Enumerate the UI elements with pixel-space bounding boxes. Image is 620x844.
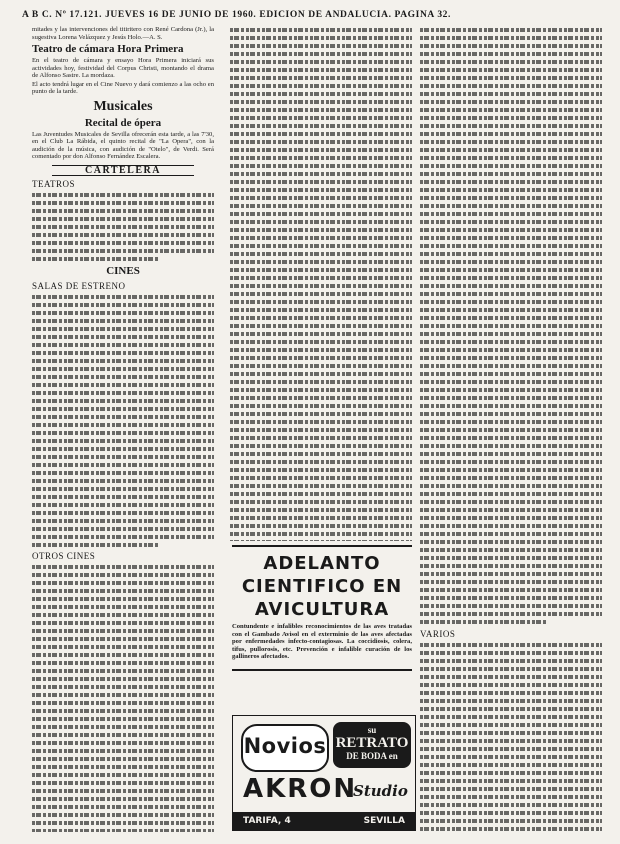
text-line bbox=[230, 474, 412, 482]
text-line bbox=[230, 226, 412, 234]
text-line bbox=[32, 349, 214, 357]
text-line bbox=[420, 554, 602, 562]
text-line bbox=[230, 170, 412, 178]
text-line bbox=[230, 506, 412, 514]
text-line bbox=[230, 98, 412, 106]
text-line bbox=[32, 477, 214, 485]
text-line bbox=[32, 715, 214, 723]
text-line bbox=[32, 627, 214, 635]
text-line bbox=[230, 34, 412, 42]
text-line bbox=[420, 146, 602, 154]
text-line bbox=[420, 274, 602, 282]
text-line bbox=[420, 338, 602, 346]
text-line bbox=[420, 210, 602, 218]
cartelera-heading: CARTELERA bbox=[52, 165, 194, 177]
text-line bbox=[32, 731, 214, 739]
text-line bbox=[420, 817, 602, 825]
text-line bbox=[420, 713, 602, 721]
retrato-badge bbox=[333, 722, 411, 768]
text-line bbox=[230, 178, 412, 186]
address-text: TARIFA, 4 bbox=[243, 816, 291, 826]
text-line bbox=[230, 410, 412, 418]
text-line bbox=[420, 354, 602, 362]
text-line bbox=[230, 354, 412, 362]
text-line bbox=[230, 74, 412, 82]
text-line bbox=[32, 199, 214, 207]
text-line bbox=[230, 386, 412, 394]
text-line bbox=[32, 413, 214, 421]
text-line bbox=[420, 218, 602, 226]
text-line bbox=[32, 619, 214, 627]
text-line bbox=[32, 803, 214, 811]
text-line bbox=[32, 747, 214, 755]
text-line bbox=[32, 207, 214, 215]
text-line bbox=[230, 162, 412, 170]
text-line bbox=[420, 106, 602, 114]
text-line bbox=[32, 445, 214, 453]
text-line bbox=[32, 579, 214, 587]
text-line bbox=[32, 771, 214, 779]
column-left bbox=[32, 26, 214, 832]
retrato-tail-text: DE BODA en bbox=[346, 751, 398, 761]
text-line bbox=[420, 306, 602, 314]
text-line bbox=[420, 90, 602, 98]
text-line bbox=[420, 234, 602, 242]
text-line bbox=[420, 618, 547, 626]
text-line bbox=[32, 723, 214, 731]
text-line bbox=[230, 378, 412, 386]
text-line bbox=[32, 827, 214, 832]
text-line bbox=[420, 282, 602, 290]
text-line bbox=[420, 793, 602, 801]
text-line bbox=[420, 506, 602, 514]
text-line bbox=[230, 482, 412, 490]
text-line bbox=[230, 130, 412, 138]
text-line bbox=[32, 691, 214, 699]
text-line bbox=[420, 641, 602, 649]
text-line bbox=[420, 761, 602, 769]
text-line bbox=[420, 346, 602, 354]
text-line bbox=[32, 333, 214, 341]
text-line bbox=[32, 485, 214, 493]
text-line bbox=[32, 437, 214, 445]
text-line bbox=[32, 469, 214, 477]
text-line bbox=[420, 769, 602, 777]
text-line bbox=[32, 317, 214, 325]
text-line bbox=[230, 346, 412, 354]
text-line bbox=[32, 819, 214, 827]
text-line bbox=[420, 410, 602, 418]
text-line bbox=[32, 587, 214, 595]
text-line bbox=[230, 146, 412, 154]
text-line bbox=[32, 651, 214, 659]
text-line bbox=[32, 635, 214, 643]
text-line bbox=[32, 533, 214, 541]
text-line bbox=[32, 611, 214, 619]
text-line bbox=[32, 795, 214, 803]
text-line bbox=[230, 490, 412, 498]
text-line bbox=[230, 82, 412, 90]
column-middle bbox=[230, 26, 412, 541]
text-line bbox=[420, 729, 602, 737]
text-line bbox=[32, 397, 214, 405]
text-line bbox=[420, 330, 602, 338]
text-line bbox=[32, 461, 214, 469]
text-line bbox=[420, 562, 602, 570]
address-bar bbox=[233, 812, 415, 830]
text-line bbox=[32, 595, 214, 603]
text-line bbox=[32, 493, 214, 501]
cines-heading: CINES bbox=[106, 264, 140, 277]
text-line bbox=[420, 705, 602, 713]
ad-title-line-1: ADELANTO bbox=[263, 553, 381, 574]
text-line bbox=[420, 737, 602, 745]
text-line bbox=[420, 809, 602, 817]
retrato-main-text: RETRATO bbox=[335, 735, 409, 751]
text-line bbox=[420, 490, 602, 498]
text-line bbox=[420, 138, 602, 146]
text-line bbox=[420, 66, 602, 74]
text-line bbox=[32, 501, 214, 509]
text-line bbox=[230, 58, 412, 66]
text-line bbox=[420, 258, 602, 266]
text-line bbox=[420, 745, 602, 753]
text-line bbox=[230, 314, 412, 322]
text-line bbox=[230, 26, 412, 34]
text-line bbox=[32, 541, 159, 549]
text-line bbox=[420, 602, 602, 610]
text-line bbox=[230, 514, 412, 522]
text-line bbox=[230, 538, 412, 541]
text-line bbox=[230, 290, 412, 298]
text-line bbox=[420, 394, 602, 402]
text-line bbox=[230, 394, 412, 402]
text-line bbox=[230, 418, 412, 426]
otros-cines-heading: OTROS CINES bbox=[32, 551, 96, 561]
text-line bbox=[420, 130, 602, 138]
text-line bbox=[230, 498, 412, 506]
text-line bbox=[32, 675, 214, 683]
text-line bbox=[230, 530, 412, 538]
text-line bbox=[32, 373, 214, 381]
text-line bbox=[32, 763, 214, 771]
column-right bbox=[420, 26, 602, 832]
text-line bbox=[420, 522, 602, 530]
text-line bbox=[32, 683, 214, 691]
varios-heading: VARIOS bbox=[420, 628, 456, 639]
text-line bbox=[230, 282, 412, 290]
text-line bbox=[32, 509, 214, 517]
text-line bbox=[420, 290, 602, 298]
text-line bbox=[420, 721, 602, 729]
teatro-paragraph: En el teatro de cámara y ensayo Hora Primera iniciará sus actividades hoy, festividad del Corpus Christi, montando el drama de Alfonso Sastre. La mordaza. bbox=[32, 57, 214, 79]
text-line bbox=[32, 405, 214, 413]
text-line bbox=[230, 186, 412, 194]
text-line bbox=[32, 215, 214, 223]
text-line bbox=[230, 266, 412, 274]
ad-title-line-2: CIENTIFICO EN bbox=[241, 576, 403, 597]
text-line bbox=[420, 314, 602, 322]
text-line bbox=[420, 178, 602, 186]
text-line bbox=[230, 122, 412, 130]
text-line bbox=[420, 657, 602, 665]
text-line bbox=[420, 825, 602, 833]
text-line bbox=[420, 689, 602, 697]
text-line bbox=[420, 34, 602, 42]
text-line bbox=[32, 325, 214, 333]
salas-heading: SALAS DE ESTRENO bbox=[32, 280, 126, 291]
text-line bbox=[230, 458, 412, 466]
text-line bbox=[420, 458, 602, 466]
text-line bbox=[420, 26, 602, 34]
text-line bbox=[32, 301, 214, 309]
text-line bbox=[420, 250, 602, 258]
text-line bbox=[230, 274, 412, 282]
teatros-heading: TEATROS bbox=[32, 179, 76, 189]
text-line bbox=[230, 66, 412, 74]
text-line bbox=[230, 42, 412, 50]
text-line bbox=[230, 402, 412, 410]
text-line bbox=[230, 370, 412, 378]
text-line bbox=[230, 202, 412, 210]
text-line bbox=[420, 418, 602, 426]
text-line bbox=[420, 594, 602, 602]
avicultura-advertisement bbox=[232, 545, 412, 671]
text-line bbox=[32, 421, 214, 429]
text-line bbox=[230, 426, 412, 434]
retrato-small-text: su bbox=[367, 725, 377, 735]
text-line bbox=[420, 514, 602, 522]
text-line bbox=[420, 322, 602, 330]
text-line bbox=[420, 50, 602, 58]
page-header: A B C. Nº 17.121. JUEVES 16 DE JUNIO DE 1960. EDICION DE ANDALUCIA. PAGINA 32. bbox=[22, 10, 452, 20]
text-line bbox=[32, 381, 214, 389]
text-line bbox=[230, 522, 412, 530]
text-line bbox=[230, 434, 412, 442]
text-line bbox=[230, 50, 412, 58]
studio-label: Studio bbox=[353, 782, 408, 800]
text-line bbox=[420, 777, 602, 785]
text-line bbox=[32, 357, 214, 365]
ad-body-text: Contundente e infalibles reconocimientos de las aves tratadas con el Gambado Avisol en el exterminio de las aves afectadas por enfermedades infecto-contagiosas. La coccidiosis, colera, tifus, pullorosis, etc. Prevención e infalible curación de los gallineros afectados. bbox=[232, 623, 412, 660]
text-line bbox=[420, 42, 602, 50]
text-line bbox=[420, 546, 602, 554]
text-line bbox=[230, 250, 412, 258]
text-line bbox=[32, 309, 214, 317]
text-line bbox=[420, 98, 602, 106]
city-text: SEVILLA bbox=[363, 816, 405, 826]
text-line bbox=[230, 466, 412, 474]
text-line bbox=[420, 450, 602, 458]
text-line bbox=[420, 649, 602, 657]
text-line bbox=[32, 787, 214, 795]
text-line bbox=[32, 667, 214, 675]
text-line bbox=[420, 82, 602, 90]
text-line bbox=[420, 665, 602, 673]
text-line bbox=[32, 341, 214, 349]
text-line bbox=[230, 362, 412, 370]
text-line bbox=[420, 586, 602, 594]
text-line bbox=[32, 517, 214, 525]
text-line bbox=[420, 370, 602, 378]
akron-studio-advertisement bbox=[232, 715, 416, 831]
text-line bbox=[32, 429, 214, 437]
text-line bbox=[230, 298, 412, 306]
akron-brand: AKRON bbox=[243, 774, 358, 804]
text-line bbox=[32, 525, 214, 533]
text-line bbox=[420, 442, 602, 450]
recital-paragraph: Las Juventudes Musicales de Sevilla ofrecerán esta tarde, a las 7'30, en el Club La Rábida, el quinto recital de "La Opera", con la audición de la música, con audición de "Otelo", de Verdi. Será comentado por don Alfonso Fernández Escalera. bbox=[32, 130, 214, 160]
text-line bbox=[420, 122, 602, 130]
text-line bbox=[230, 450, 412, 458]
text-line bbox=[32, 453, 214, 461]
text-line bbox=[420, 298, 602, 306]
text-line bbox=[420, 74, 602, 82]
text-line bbox=[230, 322, 412, 330]
text-line bbox=[420, 114, 602, 122]
text-line bbox=[420, 202, 602, 210]
text-line bbox=[420, 578, 602, 586]
text-line bbox=[420, 681, 602, 689]
text-line bbox=[230, 154, 412, 162]
text-line bbox=[230, 442, 412, 450]
text-line bbox=[32, 811, 214, 819]
text-line bbox=[420, 673, 602, 681]
text-line bbox=[420, 753, 602, 761]
text-line bbox=[420, 610, 602, 618]
text-line bbox=[420, 570, 602, 578]
text-line bbox=[230, 306, 412, 314]
text-line bbox=[420, 498, 602, 506]
novios-badge: Novios bbox=[241, 724, 329, 772]
teatro-heading: Teatro de cámara Hora Primera bbox=[32, 43, 184, 55]
text-line bbox=[32, 255, 159, 263]
text-line bbox=[420, 466, 602, 474]
text-line bbox=[420, 530, 602, 538]
text-line bbox=[32, 247, 214, 255]
text-line bbox=[420, 474, 602, 482]
text-line bbox=[230, 218, 412, 226]
musicales-heading: Musicales bbox=[93, 98, 153, 114]
text-line bbox=[230, 106, 412, 114]
text-line bbox=[420, 402, 602, 410]
text-line bbox=[420, 186, 602, 194]
text-line bbox=[420, 154, 602, 162]
text-line bbox=[420, 434, 602, 442]
text-line bbox=[230, 258, 412, 266]
text-line bbox=[32, 389, 214, 397]
text-line bbox=[420, 538, 602, 546]
text-line bbox=[32, 239, 214, 247]
text-line bbox=[230, 338, 412, 346]
text-line bbox=[230, 90, 412, 98]
text-line bbox=[230, 114, 412, 122]
text-line bbox=[32, 231, 214, 239]
text-line bbox=[32, 603, 214, 611]
text-line bbox=[420, 426, 602, 434]
text-line bbox=[32, 571, 214, 579]
text-line bbox=[32, 755, 214, 763]
text-line bbox=[420, 697, 602, 705]
recital-heading: Recital de ópera bbox=[84, 116, 162, 129]
text-line bbox=[32, 707, 214, 715]
text-line bbox=[420, 162, 602, 170]
text-line bbox=[420, 266, 602, 274]
text-line bbox=[420, 170, 602, 178]
text-line bbox=[230, 242, 412, 250]
text-line bbox=[420, 362, 602, 370]
teatro-paragraph-2: El acto tendrá lugar en el Cine Nuevo y dará comienzo a las ocho en punto de la tarde. bbox=[32, 80, 214, 95]
text-line bbox=[230, 138, 412, 146]
text-line bbox=[230, 234, 412, 242]
text-line bbox=[230, 210, 412, 218]
text-line bbox=[420, 785, 602, 793]
text-line bbox=[420, 482, 602, 490]
text-line bbox=[32, 779, 214, 787]
text-line bbox=[32, 643, 214, 651]
text-line bbox=[420, 378, 602, 386]
text-line bbox=[420, 242, 602, 250]
text-line bbox=[230, 330, 412, 338]
text-line bbox=[420, 386, 602, 394]
text-line bbox=[420, 801, 602, 809]
text-line bbox=[32, 659, 214, 667]
text-line bbox=[32, 563, 214, 571]
text-line bbox=[420, 194, 602, 202]
text-line bbox=[32, 739, 214, 747]
text-line bbox=[420, 58, 602, 66]
text-line bbox=[230, 194, 412, 202]
text-line bbox=[32, 293, 214, 301]
ad-title-line-3: AVICULTURA bbox=[254, 599, 390, 620]
text-line bbox=[32, 223, 214, 231]
text-line bbox=[32, 699, 214, 707]
text-line bbox=[420, 226, 602, 234]
text-line bbox=[32, 191, 214, 199]
intro-paragraph: mitades y las intervenciones del titiritero con René Cardona (Jr.), la sugestiva Lorena Velázquez y Jesús Holo.—A. S. bbox=[32, 26, 214, 41]
text-line bbox=[32, 365, 214, 373]
